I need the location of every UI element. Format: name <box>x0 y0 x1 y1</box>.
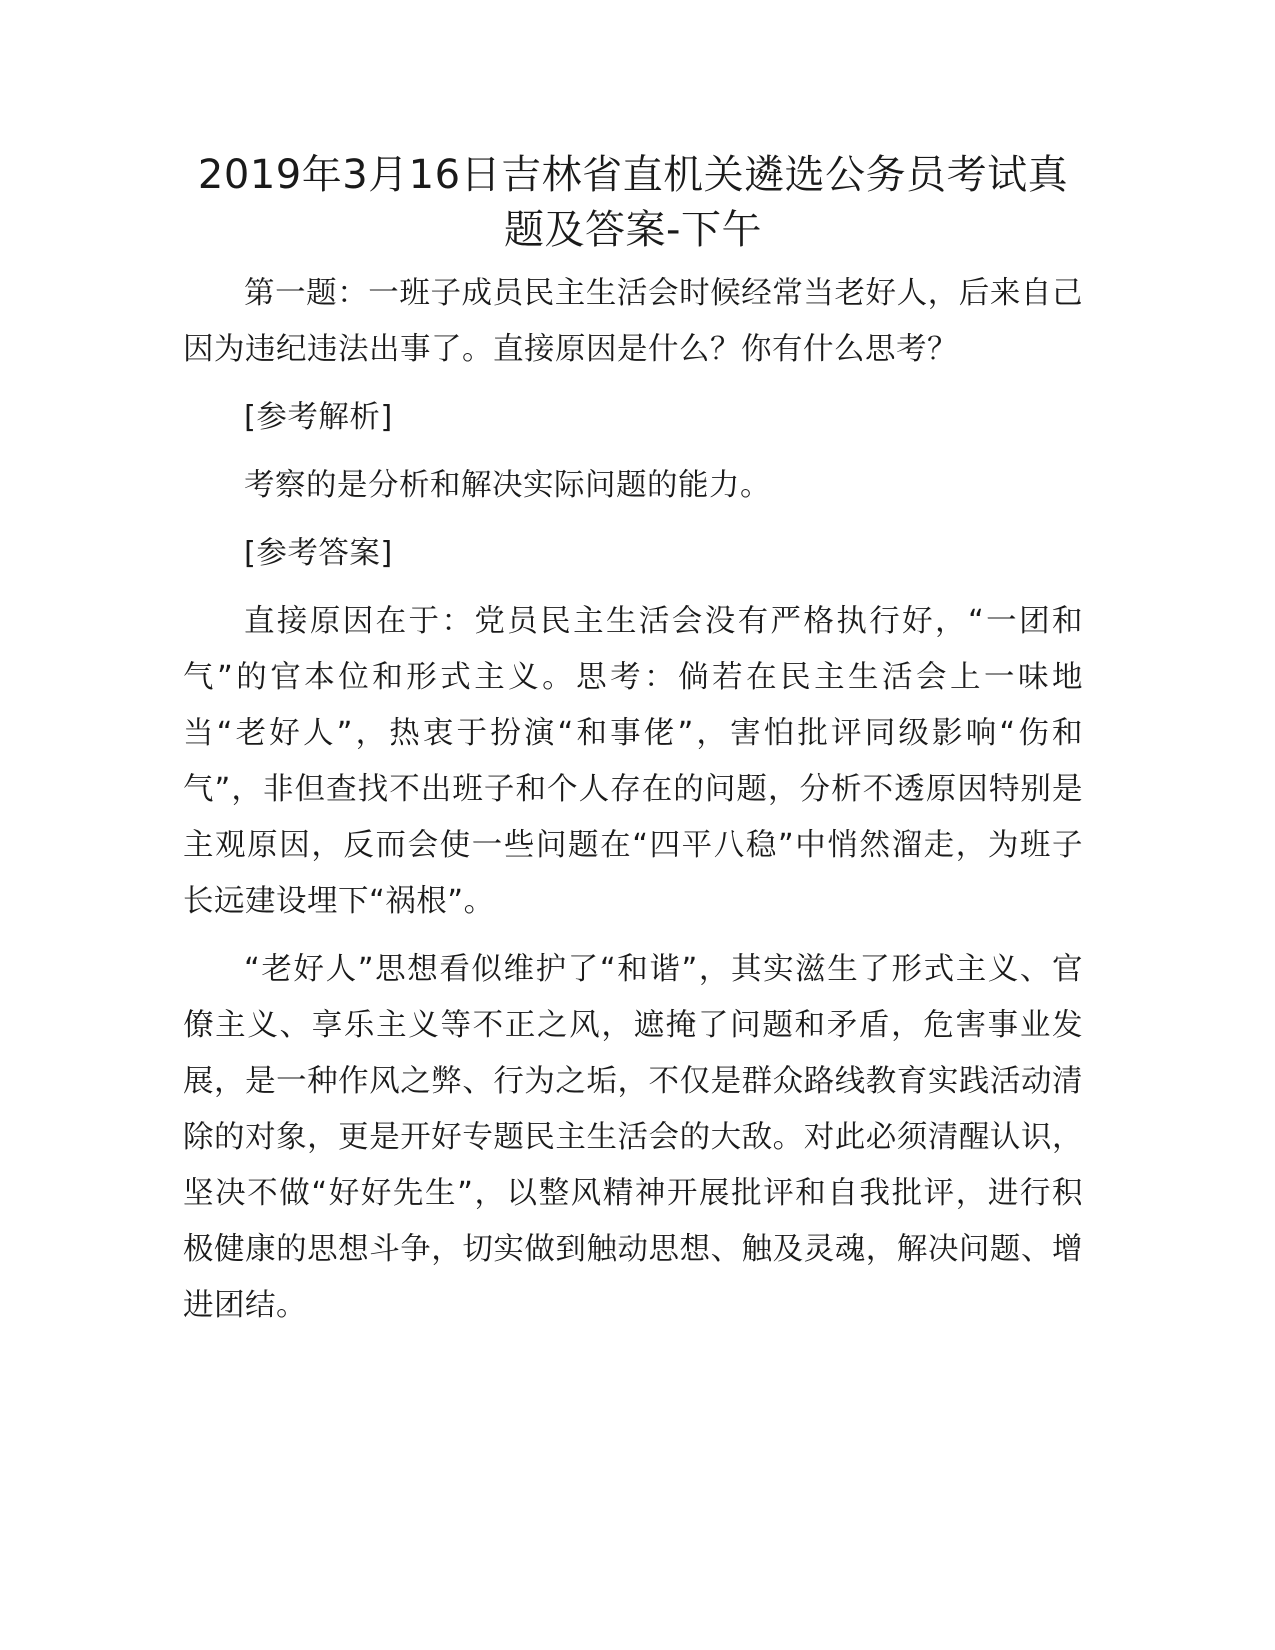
question-paragraph: 第一题：一班子成员民主生活会时候经常当老好人，后来自己因为违纪违法出事了。直接原因是什么？你有什么思考？ <box>183 276 1083 367</box>
answer-paragraph-1: 直接原因在于：党员民主生活会没有严格执行好，“一团和气”的官本位和形式主义。思考：倘若在民主生活会上一味地当“老好人”，热衷于扮演“和事佬”，害怕批评同级影响“伤和气”，非但查找不出班子和个人存在的问题，分析不透原因特别是主观原因，反而会使一些问题在“四平八稳”中悄然溜走，为班子长远建设埋下“祸根”。 <box>183 604 1083 919</box>
answer-paragraph-2: “老好人”思想看似维护了“和谐”，其实滋生了形式主义、官僚主义、享乐主义等不正之风，遮掩了问题和矛盾，危害事业发展，是一种作风之弊、行为之垢，不仅是群众路线教育实践活动清除的对象，更是开好专题民主生活会的大敌。对此必须清醒认识，坚决不做“好好先生”，以整风精神开展批评和自我批评，进行积极健康的思想斗争，切实做到触动思想、触及灵魂，解决问题、增进团结。 <box>183 952 1083 1323</box>
analysis-heading: [参考解析] <box>244 400 393 435</box>
answer-heading: [参考答案] <box>244 536 393 571</box>
document-title: 2019年3月16日吉林省直机关遴选公务员考试真题及答案-下午 <box>197 152 1069 253</box>
analysis-text: 考察的是分析和解决实际问题的能力。 <box>244 468 771 503</box>
document-body <box>183 148 1083 1334</box>
